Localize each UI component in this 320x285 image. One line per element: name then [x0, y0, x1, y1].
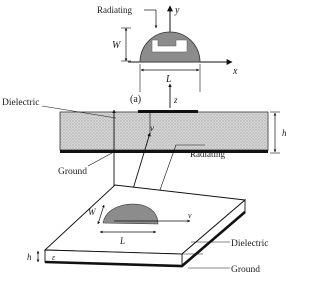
top-view [97, 5, 238, 108]
side-dielectric-label: Dielectric [2, 98, 40, 108]
persp-dim-w-label: W [88, 207, 96, 217]
top-axis-y-label: y [175, 5, 180, 16]
top-caption: (a) [130, 94, 142, 105]
side-ground-strip [60, 150, 268, 153]
persp-axis-v-label: v [188, 211, 192, 220]
side-radiating-strip [138, 110, 198, 113]
side-axis-v-label: v [150, 123, 154, 133]
top-radiating-label: Radiating [97, 5, 132, 15]
side-radiating-label: Radiating [190, 149, 225, 159]
side-dim-h-label: h [282, 128, 287, 138]
top-axis-x-label: x [233, 66, 238, 77]
persp-epsilon-label: ε [52, 253, 56, 262]
persp-ground-label: Ground [231, 265, 261, 275]
top-axis-z-label: z [174, 95, 178, 105]
persp-dim-l-label: L [120, 236, 126, 246]
persp-dielectric-label: Dielectric [231, 239, 269, 249]
side-ground-label: Ground [58, 167, 88, 177]
top-dim-l-label: L [166, 74, 172, 85]
top-dim-w-label: W [112, 40, 121, 51]
persp-dim-h-label: h [27, 252, 32, 262]
perspective-view [27, 185, 268, 275]
side-dielectric-slab [60, 112, 268, 150]
